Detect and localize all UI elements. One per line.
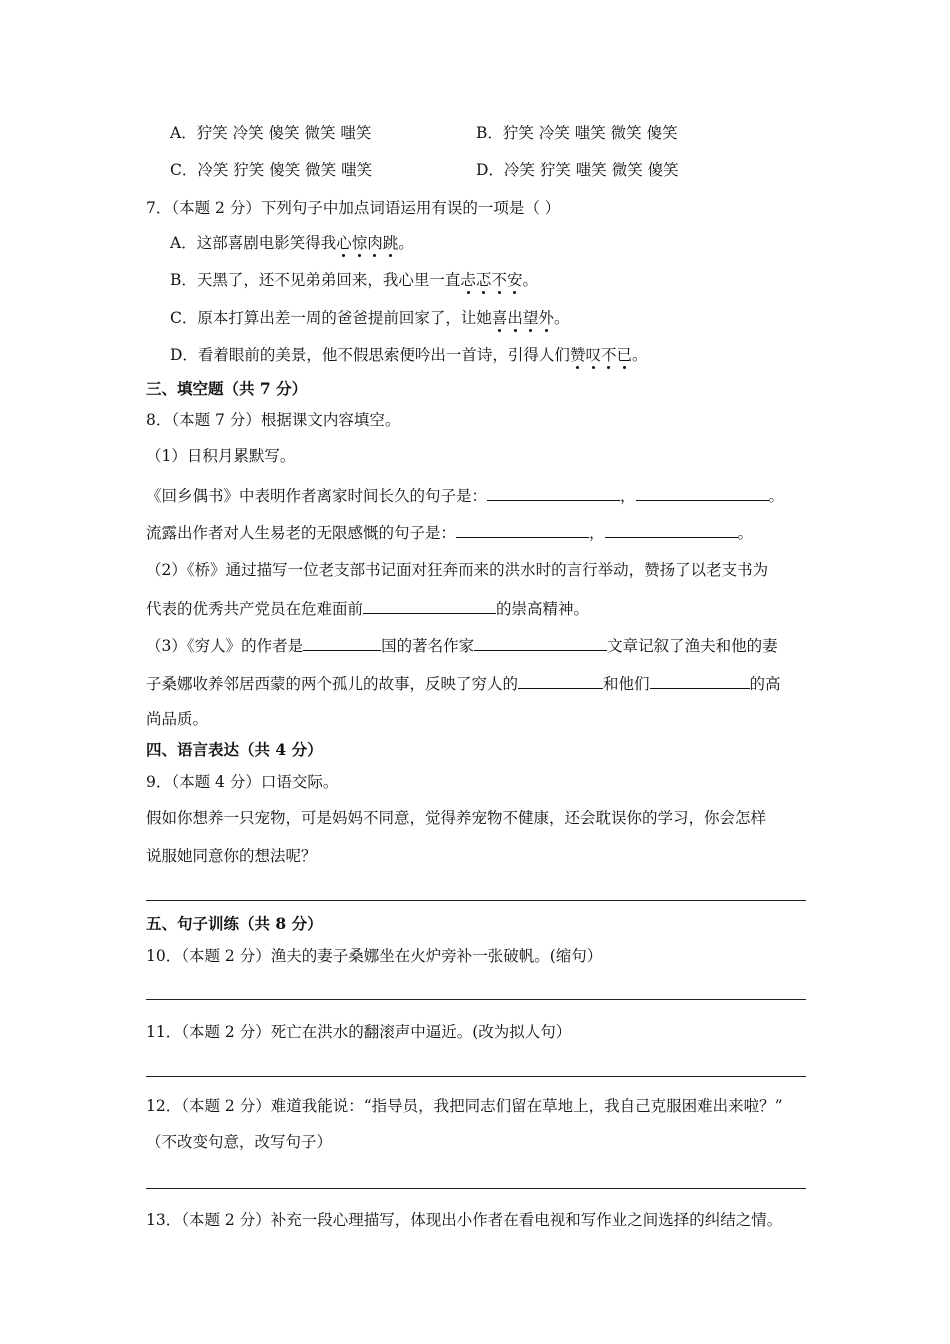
blank[interactable] <box>363 597 496 614</box>
q7-d-text: D．看着眼前的美景，他不假思索便吟出一首诗，引得人们 <box>170 346 570 364</box>
q7-d-end: 。 <box>632 346 648 364</box>
dotted-char: 肉 <box>367 234 383 252</box>
q7-stem: 7．（本题 2 分）下列句子中加点词语运用有误的一项是（ ） <box>146 199 561 217</box>
q6-option-b: B．狞笑 冷笑 嗤笑 微笑 傻笑 <box>476 124 678 142</box>
period: 。 <box>768 487 785 505</box>
q8-part2-b-end: 的崇高精神。 <box>496 600 590 618</box>
q7-b-dotted-word <box>460 271 522 289</box>
q10-stem: 10．（本题 2 分）渔夫的妻子桑娜坐在火炉旁补一张破帆。(缩句） <box>146 947 603 965</box>
blank[interactable] <box>650 672 750 689</box>
dotted-char: 惊 <box>351 234 368 252</box>
q9-line-2: 说服她同意你的想法呢？ <box>146 847 317 865</box>
q8-part1-line-a <box>146 484 784 506</box>
q7-option-d <box>170 345 648 365</box>
q7-a-end: 。 <box>398 234 414 252</box>
blank[interactable] <box>636 484 769 501</box>
comma: ， <box>589 524 605 542</box>
q8-part3-line-a <box>146 634 778 656</box>
blank[interactable] <box>456 521 589 538</box>
dotted-char: 出 <box>507 309 523 327</box>
q12-stem: 12．（本题 2 分）难道我能说：“指导员，我把同志们留在草地上，我自己克服困难出来啦？” <box>146 1097 783 1115</box>
answer-line[interactable] <box>146 1188 806 1189</box>
q8-part3-a-text: （3）《穷人》的作者是 <box>146 637 304 655</box>
q9-line-1: 假如你想养一只宠物，可是妈妈不同意，觉得养宠物不健康，还会耽误你的学习，你会怎样 <box>146 809 767 827</box>
q7-b-text: B．天黑了，还不见弟弟回来，我心里一直 <box>170 271 461 289</box>
blank[interactable] <box>605 521 738 538</box>
q8-part1-b-text: 流露出作者对人生易老的无限感慨的句子是： <box>146 524 457 542</box>
blank[interactable] <box>518 672 603 689</box>
q8-part3-b-mid: 和他们 <box>603 675 650 693</box>
dotted-char: 叹 <box>585 346 601 364</box>
q6-option-a: A．狞笑 冷笑 傻笑 微笑 嗤笑 <box>170 124 372 142</box>
q8-part3-b-end: 的高 <box>749 675 781 693</box>
answer-line[interactable] <box>146 999 806 1000</box>
q6-option-c: C．冷笑 狞笑 傻笑 微笑 嗤笑 <box>170 161 373 179</box>
q8-part3-line-c: 尚品质。 <box>146 710 209 728</box>
q7-a-text: A．这部喜剧电影笑得我 <box>170 234 337 252</box>
dotted-char: 安 <box>506 271 523 289</box>
q6-option-d: D．冷笑 狞笑 嗤笑 微笑 傻笑 <box>476 161 679 179</box>
dotted-char: 心 <box>336 234 352 252</box>
section-3-title: 三、填空题（共 7 分） <box>146 379 308 398</box>
answer-line[interactable] <box>146 1076 806 1077</box>
answer-line[interactable] <box>146 900 806 901</box>
q7-option-c <box>170 308 569 328</box>
q7-c-dotted-word <box>492 309 554 327</box>
dotted-char: 不 <box>600 346 617 364</box>
q7-b-end: 。 <box>522 271 538 289</box>
dotted-char: 跳 <box>382 234 399 252</box>
q8-part2-line-b <box>146 597 589 619</box>
dotted-char: 已 <box>616 346 632 364</box>
q7-option-b <box>170 270 538 290</box>
q7-option-a <box>170 233 414 253</box>
q9-stem: 9．（本题 4 分）口语交际。 <box>146 773 339 791</box>
q8-part3-b-text: 子桑娜收养邻居西蒙的两个孤儿的故事，反映了穷人的 <box>146 675 519 693</box>
q11-stem: 11．（本题 2 分）死亡在洪水的翻滚声中逼近。(改为拟人句） <box>146 1023 572 1041</box>
section-5-title: 五、句子训练（共 8 分） <box>146 914 323 933</box>
blank[interactable] <box>487 484 620 501</box>
q8-part1-a-text: 《回乡偶书》中表明作者离家时间长久的句子是： <box>146 487 488 505</box>
dotted-char: 望 <box>522 309 539 327</box>
q7-c-end: 。 <box>553 309 570 327</box>
q12-instruction: （不改变句意，改写句子） <box>146 1133 333 1151</box>
q8-stem: 8．（本题 7 分）根据课文内容填空。 <box>146 411 401 429</box>
q8-part3-line-b <box>146 672 781 694</box>
dotted-char: 喜 <box>491 309 508 327</box>
blank[interactable] <box>474 634 607 651</box>
dotted-char: 不 <box>491 271 507 289</box>
period: 。 <box>737 524 754 542</box>
q8-part2-line-a: （2）《桥》通过描写一位老支部书记面对狂奔而来的洪水时的言行举动，赞扬了以老支书为 <box>146 561 769 579</box>
dotted-char: 外 <box>538 309 554 327</box>
dotted-char: 赞 <box>569 346 586 364</box>
section-4-title: 四、语言表达（共 4 分） <box>146 740 323 759</box>
q8-part3-a-mid1: 国的著名作家 <box>381 637 475 655</box>
dotted-char: 忐 <box>460 271 476 289</box>
q8-part1-line-b <box>146 521 753 543</box>
q8-part3-a-mid2: 文章记叙了渔夫和他的妻 <box>607 637 778 655</box>
q7-c-text: C．原本打算出差一周的爸爸提前回家了，让她 <box>170 309 492 327</box>
dotted-char: 忑 <box>475 271 492 289</box>
q7-a-dotted-word <box>336 234 398 252</box>
q7-d-dotted-word <box>570 346 632 364</box>
blank[interactable] <box>303 634 381 651</box>
q8-part2-b-text: 代表的优秀共产党员在危难面前 <box>146 600 364 618</box>
q13-stem: 13．（本题 2 分）补充一段心理描写，体现出小作者在看电视和写作业之间选择的纠结之情。 <box>146 1211 783 1229</box>
comma: ， <box>620 487 636 505</box>
q8-part1-title: （1）日积月累默写。 <box>146 447 296 465</box>
